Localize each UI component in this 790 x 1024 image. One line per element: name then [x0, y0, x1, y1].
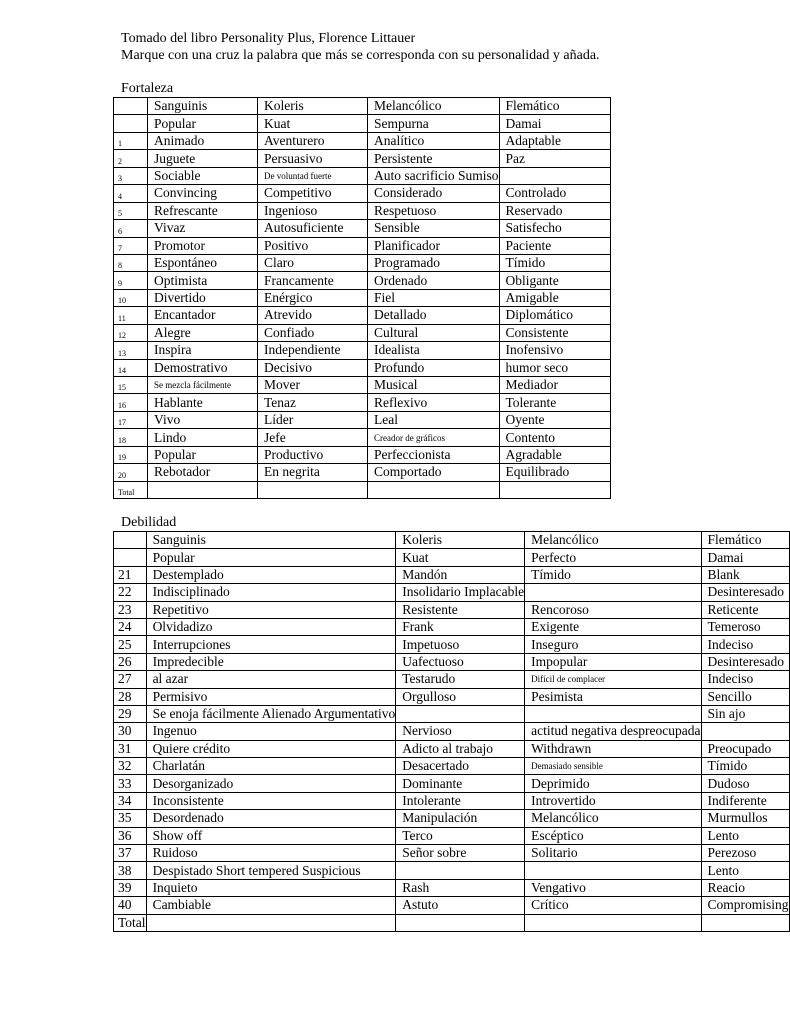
- trait-cell[interactable]: Reticente: [701, 601, 789, 618]
- trait-cell[interactable]: Inseguro: [525, 636, 701, 653]
- row-number: 27: [114, 671, 147, 688]
- trait-cell[interactable]: Frank: [396, 618, 525, 635]
- table-row: [114, 705, 790, 722]
- row-number: 1: [114, 132, 148, 149]
- corner-cell: [114, 98, 148, 115]
- trait-cell[interactable]: Controlado: [499, 185, 610, 202]
- trait-cell[interactable]: Planificador: [368, 237, 500, 254]
- trait-cell[interactable]: Astuto: [396, 897, 525, 914]
- trait-cell[interactable]: Mandón: [396, 566, 525, 583]
- trait-cell[interactable]: [396, 705, 525, 722]
- table-row: [114, 688, 790, 705]
- table-row: [114, 446, 611, 463]
- total-cell[interactable]: [148, 481, 258, 498]
- trait-cell[interactable]: Dudoso: [701, 775, 789, 792]
- row-number: 38: [114, 862, 147, 879]
- row-number: 39: [114, 879, 147, 896]
- trait-cell[interactable]: Decisivo: [258, 359, 368, 376]
- column-header: Koleris: [396, 532, 525, 549]
- total-cell[interactable]: [499, 481, 610, 498]
- trait-cell[interactable]: Impopular: [525, 653, 701, 670]
- column-header: Sanguinis: [146, 532, 396, 549]
- trait-cell[interactable]: Leal: [368, 411, 500, 428]
- table-row: [114, 653, 790, 670]
- table-row: [114, 827, 790, 844]
- trait-cell[interactable]: [525, 705, 701, 722]
- row-number: 28: [114, 688, 147, 705]
- row-number: 15: [114, 377, 148, 394]
- column-header: Flemático: [701, 532, 789, 549]
- trait-cell[interactable]: Repetitivo: [146, 601, 396, 618]
- corner-cell: [114, 532, 147, 549]
- type-label: Kuat: [396, 549, 525, 566]
- trait-cell[interactable]: Demasiado sensible: [525, 758, 701, 775]
- trait-cell[interactable]: Amigable: [499, 289, 610, 306]
- trait-cell[interactable]: Animado: [148, 132, 258, 149]
- trait-cell[interactable]: Introvertido: [525, 792, 701, 809]
- table-row: [114, 359, 611, 376]
- trait-cell[interactable]: Popular: [148, 446, 258, 463]
- row-number: 33: [114, 775, 147, 792]
- trait-cell[interactable]: Intolerante: [396, 792, 525, 809]
- trait-cell[interactable]: Productivo: [258, 446, 368, 463]
- row-number: 7: [114, 237, 148, 254]
- trait-cell[interactable]: Lento: [701, 862, 789, 879]
- trait-cell[interactable]: Mover: [258, 377, 368, 394]
- trait-cell[interactable]: Competitivo: [258, 185, 368, 202]
- trait-cell[interactable]: En negrita: [258, 464, 368, 481]
- table-row: [114, 254, 611, 271]
- trait-cell[interactable]: Reacio: [701, 879, 789, 896]
- trait-cell[interactable]: Impredecible: [146, 653, 396, 670]
- weaknesses-table: [113, 531, 790, 932]
- row-number: 2: [114, 150, 148, 167]
- trait-cell[interactable]: Indeciso: [701, 636, 789, 653]
- trait-cell[interactable]: [525, 862, 701, 879]
- trait-cell[interactable]: Nervioso: [396, 723, 525, 740]
- trait-cell[interactable]: Preocupado: [701, 740, 789, 757]
- trait-cell[interactable]: Crítico: [525, 897, 701, 914]
- trait-cell[interactable]: Tolerante: [499, 394, 610, 411]
- trait-cell[interactable]: Juguete: [148, 150, 258, 167]
- table-row: [114, 307, 611, 324]
- source-note: Tomado del libro Personality Plus, Florence Littauer: [121, 31, 416, 46]
- trait-cell[interactable]: Impetuoso: [396, 636, 525, 653]
- row-number: 31: [114, 740, 147, 757]
- table-row: [114, 775, 790, 792]
- table-row: [114, 167, 611, 184]
- trait-cell[interactable]: [525, 584, 701, 601]
- row-number: 29: [114, 705, 147, 722]
- type-label: Damai: [701, 549, 789, 566]
- trait-cell[interactable]: Indisciplinado: [146, 584, 396, 601]
- row-number: 14: [114, 359, 148, 376]
- total-cell[interactable]: [258, 481, 368, 498]
- trait-cell[interactable]: Desacertado: [396, 758, 525, 775]
- trait-cell[interactable]: Withdrawn: [525, 740, 701, 757]
- table-row: [114, 792, 790, 809]
- row-number: 4: [114, 185, 148, 202]
- trait-cell[interactable]: Insolidario Implacable: [396, 584, 525, 601]
- trait-cell[interactable]: Satisfecho: [499, 220, 610, 237]
- trait-cell[interactable]: Profundo: [368, 359, 500, 376]
- trait-cell[interactable]: Persuasivo: [258, 150, 368, 167]
- trait-cell[interactable]: Despistado Short tempered Suspicious: [146, 862, 396, 879]
- table-row: [114, 879, 790, 896]
- trait-cell[interactable]: Perfeccionista: [368, 446, 500, 463]
- row-number: 36: [114, 827, 147, 844]
- trait-cell[interactable]: Ingenuo: [146, 723, 396, 740]
- row-number: 26: [114, 653, 147, 670]
- column-header: Flemático: [499, 98, 610, 115]
- trait-cell[interactable]: Interrupciones: [146, 636, 396, 653]
- table-row: [114, 671, 790, 688]
- row-number: 25: [114, 636, 147, 653]
- table-row: [114, 272, 611, 289]
- trait-cell[interactable]: Mediador: [499, 377, 610, 394]
- table-row: [114, 601, 790, 618]
- row-number: 35: [114, 810, 147, 827]
- row-number: 19: [114, 446, 148, 463]
- type-row: [114, 549, 790, 566]
- trait-cell[interactable]: Compromising: [701, 897, 789, 914]
- table-row: [114, 377, 611, 394]
- weaknesses-heading: Debilidad: [121, 515, 177, 530]
- trait-cell[interactable]: Consistente: [499, 324, 610, 341]
- row-number: 13: [114, 342, 148, 359]
- trait-cell[interactable]: Adaptable: [499, 132, 610, 149]
- instruction-text: Marque con una cruz la palabra que más se corresponda con su personalidad y añada.: [121, 48, 600, 63]
- type-label: Kuat: [258, 115, 368, 132]
- trait-cell[interactable]: Vengativo: [525, 879, 701, 896]
- trait-cell[interactable]: Líder: [258, 411, 368, 428]
- total-label: Total: [114, 481, 148, 498]
- table-row: [114, 202, 611, 219]
- trait-cell[interactable]: Programado: [368, 254, 500, 271]
- trait-cell[interactable]: Se mezcla fácilmente: [148, 377, 258, 394]
- strengths-table: [113, 97, 611, 499]
- row-number: 17: [114, 411, 148, 428]
- trait-cell[interactable]: Analítico: [368, 132, 500, 149]
- column-header-row: [114, 98, 611, 115]
- type-label: Popular: [148, 115, 258, 132]
- trait-cell[interactable]: [396, 862, 525, 879]
- trait-cell[interactable]: Show off: [146, 827, 396, 844]
- trait-cell[interactable]: Señor sobre: [396, 845, 525, 862]
- row-number: 8: [114, 254, 148, 271]
- trait-cell[interactable]: Tímido: [525, 566, 701, 583]
- row-number: 30: [114, 723, 147, 740]
- trait-cell[interactable]: Independiente: [258, 342, 368, 359]
- trait-cell[interactable]: Desinteresado: [701, 653, 789, 670]
- trait-cell[interactable]: Diplomático: [499, 307, 610, 324]
- table-row: [114, 740, 790, 757]
- row-number: 32: [114, 758, 147, 775]
- trait-cell[interactable]: Cambiable: [146, 897, 396, 914]
- trait-cell[interactable]: Enérgico: [258, 289, 368, 306]
- table-row: [114, 132, 611, 149]
- trait-cell[interactable]: [701, 723, 789, 740]
- column-header: Melancólico: [368, 98, 500, 115]
- row-number: 37: [114, 845, 147, 862]
- trait-cell[interactable]: Quiere crédito: [146, 740, 396, 757]
- trait-cell[interactable]: Inspira: [148, 342, 258, 359]
- trait-cell[interactable]: Aventurero: [258, 132, 368, 149]
- table-row: [114, 324, 611, 341]
- row-number: 16: [114, 394, 148, 411]
- table-row: [114, 897, 790, 914]
- trait-cell[interactable]: Creador de gráficos: [368, 429, 500, 446]
- row-number: 11: [114, 307, 148, 324]
- trait-cell[interactable]: Sin ajo: [701, 705, 789, 722]
- trait-cell[interactable]: Paz: [499, 150, 610, 167]
- trait-cell[interactable]: Orgulloso: [396, 688, 525, 705]
- type-label: Popular: [146, 549, 396, 566]
- column-header: Koleris: [258, 98, 368, 115]
- trait-cell[interactable]: Detallado: [368, 307, 500, 324]
- trait-cell[interactable]: Dominante: [396, 775, 525, 792]
- trait-cell[interactable]: Comportado: [368, 464, 500, 481]
- row-number: 20: [114, 464, 148, 481]
- trait-cell[interactable]: Destemplado: [146, 566, 396, 583]
- trait-cell[interactable]: Sensible: [368, 220, 500, 237]
- column-header: Melancólico: [525, 532, 701, 549]
- trait-cell[interactable]: Ingenioso: [258, 202, 368, 219]
- total-cell[interactable]: [396, 914, 525, 931]
- trait-cell[interactable]: Deprimido: [525, 775, 701, 792]
- row-number: 9: [114, 272, 148, 289]
- trait-cell[interactable]: Inquieto: [146, 879, 396, 896]
- trait-cell[interactable]: Resistente: [396, 601, 525, 618]
- table-row: [114, 237, 611, 254]
- trait-cell[interactable]: Persistente: [368, 150, 500, 167]
- trait-cell[interactable]: Murmullos: [701, 810, 789, 827]
- trait-cell[interactable]: Inconsistente: [146, 792, 396, 809]
- trait-cell[interactable]: Obligante: [499, 272, 610, 289]
- table-row: [114, 566, 790, 583]
- trait-cell[interactable]: Olvidadizo: [146, 618, 396, 635]
- trait-cell[interactable]: Claro: [258, 254, 368, 271]
- trait-cell[interactable]: Lindo: [148, 429, 258, 446]
- trait-cell[interactable]: Contento: [499, 429, 610, 446]
- column-header-row: [114, 532, 790, 549]
- corner-cell: [114, 549, 147, 566]
- total-cell[interactable]: [368, 481, 500, 498]
- column-header: Sanguinis: [148, 98, 258, 115]
- trait-cell[interactable]: Optimista: [148, 272, 258, 289]
- trait-cell[interactable]: Hablante: [148, 394, 258, 411]
- trait-cell[interactable]: Francamente: [258, 272, 368, 289]
- trait-cell[interactable]: Perezoso: [701, 845, 789, 862]
- trait-cell[interactable]: Reflexivo: [368, 394, 500, 411]
- trait-cell[interactable]: Autosuficiente: [258, 220, 368, 237]
- row-number: 12: [114, 324, 148, 341]
- trait-cell[interactable]: Se enoja fácilmente Alienado Argumentativo: [146, 705, 396, 722]
- table-row: [114, 411, 611, 428]
- trait-cell[interactable]: Atrevido: [258, 307, 368, 324]
- trait-cell[interactable]: Positivo: [258, 237, 368, 254]
- table-row: [114, 289, 611, 306]
- table-row: [114, 618, 790, 635]
- trait-cell[interactable]: Sociable: [148, 167, 258, 184]
- trait-cell[interactable]: Permisivo: [146, 688, 396, 705]
- table-row: [114, 723, 790, 740]
- trait-cell[interactable]: Vivaz: [148, 220, 258, 237]
- trait-cell[interactable]: Melancólico: [525, 810, 701, 827]
- trait-cell[interactable]: Alegre: [148, 324, 258, 341]
- trait-cell[interactable]: Tímido: [499, 254, 610, 271]
- table-row: [114, 429, 611, 446]
- type-label: Damai: [499, 115, 610, 132]
- trait-cell[interactable]: Paciente: [499, 237, 610, 254]
- row-number: 34: [114, 792, 147, 809]
- table-row: [114, 150, 611, 167]
- row-number: 23: [114, 601, 147, 618]
- trait-cell[interactable]: Testarudo: [396, 671, 525, 688]
- total-row: [114, 914, 790, 931]
- table-row: [114, 845, 790, 862]
- trait-cell[interactable]: Respetuoso: [368, 202, 500, 219]
- trait-cell[interactable]: Desordenado: [146, 810, 396, 827]
- total-cell[interactable]: [701, 914, 789, 931]
- table-row: [114, 394, 611, 411]
- table-row: [114, 185, 611, 202]
- trait-cell[interactable]: Refrescante: [148, 202, 258, 219]
- trait-cell[interactable]: Inofensivo: [499, 342, 610, 359]
- trait-cell[interactable]: Convincing: [148, 185, 258, 202]
- type-row: [114, 115, 611, 132]
- trait-cell[interactable]: Uafectuoso: [396, 653, 525, 670]
- trait-cell[interactable]: Ordenado: [368, 272, 500, 289]
- trait-cell[interactable]: Espontáneo: [148, 254, 258, 271]
- trait-cell[interactable]: Musical: [368, 377, 500, 394]
- row-number: 5: [114, 202, 148, 219]
- trait-cell[interactable]: Rash: [396, 879, 525, 896]
- row-number: 40: [114, 897, 147, 914]
- trait-cell[interactable]: Auto sacrificio Sumiso: [368, 167, 500, 184]
- trait-cell[interactable]: Demostrativo: [148, 359, 258, 376]
- total-label: Total: [114, 914, 147, 931]
- trait-cell[interactable]: Lento: [701, 827, 789, 844]
- trait-cell[interactable]: Vivo: [148, 411, 258, 428]
- table-row: [114, 220, 611, 237]
- trait-cell[interactable]: actitud negativa despreocupada: [525, 723, 701, 740]
- trait-cell[interactable]: Exigente: [525, 618, 701, 635]
- row-number: 22: [114, 584, 147, 601]
- trait-cell[interactable]: Tímido: [701, 758, 789, 775]
- trait-cell[interactable]: Sencillo: [701, 688, 789, 705]
- trait-cell[interactable]: Tenaz: [258, 394, 368, 411]
- trait-cell[interactable]: al azar: [146, 671, 396, 688]
- trait-cell[interactable]: Escéptico: [525, 827, 701, 844]
- trait-cell[interactable]: Encantador: [148, 307, 258, 324]
- trait-cell[interactable]: Terco: [396, 827, 525, 844]
- row-number: 3: [114, 167, 148, 184]
- trait-cell[interactable]: Jefe: [258, 429, 368, 446]
- table-row: [114, 810, 790, 827]
- strengths-heading: Fortaleza: [121, 81, 174, 96]
- row-number: 18: [114, 429, 148, 446]
- trait-cell[interactable]: Reservado: [499, 202, 610, 219]
- total-cell[interactable]: [525, 914, 701, 931]
- trait-cell[interactable]: Divertido: [148, 289, 258, 306]
- trait-cell[interactable]: Pesimista: [525, 688, 701, 705]
- trait-cell[interactable]: Indeciso: [701, 671, 789, 688]
- trait-cell[interactable]: Solitario: [525, 845, 701, 862]
- row-number: 24: [114, 618, 147, 635]
- row-number: 21: [114, 566, 147, 583]
- trait-cell[interactable]: [499, 167, 610, 184]
- trait-cell[interactable]: Confiado: [258, 324, 368, 341]
- total-row: [114, 481, 611, 498]
- row-number: 10: [114, 289, 148, 306]
- trait-cell[interactable]: Desorganizado: [146, 775, 396, 792]
- trait-cell[interactable]: Blank: [701, 566, 789, 583]
- total-cell[interactable]: [146, 914, 396, 931]
- type-label: Sempurna: [368, 115, 500, 132]
- trait-cell[interactable]: Promotor: [148, 237, 258, 254]
- trait-cell[interactable]: Indiferente: [701, 792, 789, 809]
- trait-cell[interactable]: Difícil de complacer: [525, 671, 701, 688]
- trait-cell[interactable]: Fiel: [368, 289, 500, 306]
- trait-cell[interactable]: Rencoroso: [525, 601, 701, 618]
- trait-cell[interactable]: De voluntad fuerte: [258, 167, 368, 184]
- trait-cell[interactable]: Rebotador: [148, 464, 258, 481]
- table-row: [114, 342, 611, 359]
- trait-cell[interactable]: Adicto al trabajo: [396, 740, 525, 757]
- trait-cell[interactable]: Charlatán: [146, 758, 396, 775]
- trait-cell[interactable]: Oyente: [499, 411, 610, 428]
- row-number: 6: [114, 220, 148, 237]
- trait-cell[interactable]: Ruidoso: [146, 845, 396, 862]
- trait-cell[interactable]: Agradable: [499, 446, 610, 463]
- trait-cell[interactable]: humor seco: [499, 359, 610, 376]
- trait-cell[interactable]: Cultural: [368, 324, 500, 341]
- table-row: [114, 862, 790, 879]
- trait-cell[interactable]: Temeroso: [701, 618, 789, 635]
- table-row: [114, 758, 790, 775]
- type-label: Perfecto: [525, 549, 701, 566]
- table-row: [114, 464, 611, 481]
- corner-cell: [114, 115, 148, 132]
- trait-cell[interactable]: Equilibrado: [499, 464, 610, 481]
- table-row: [114, 636, 790, 653]
- trait-cell[interactable]: Considerado: [368, 185, 500, 202]
- trait-cell[interactable]: Manipulación: [396, 810, 525, 827]
- table-row: [114, 584, 790, 601]
- trait-cell[interactable]: Idealista: [368, 342, 500, 359]
- trait-cell[interactable]: Desinteresado: [701, 584, 789, 601]
